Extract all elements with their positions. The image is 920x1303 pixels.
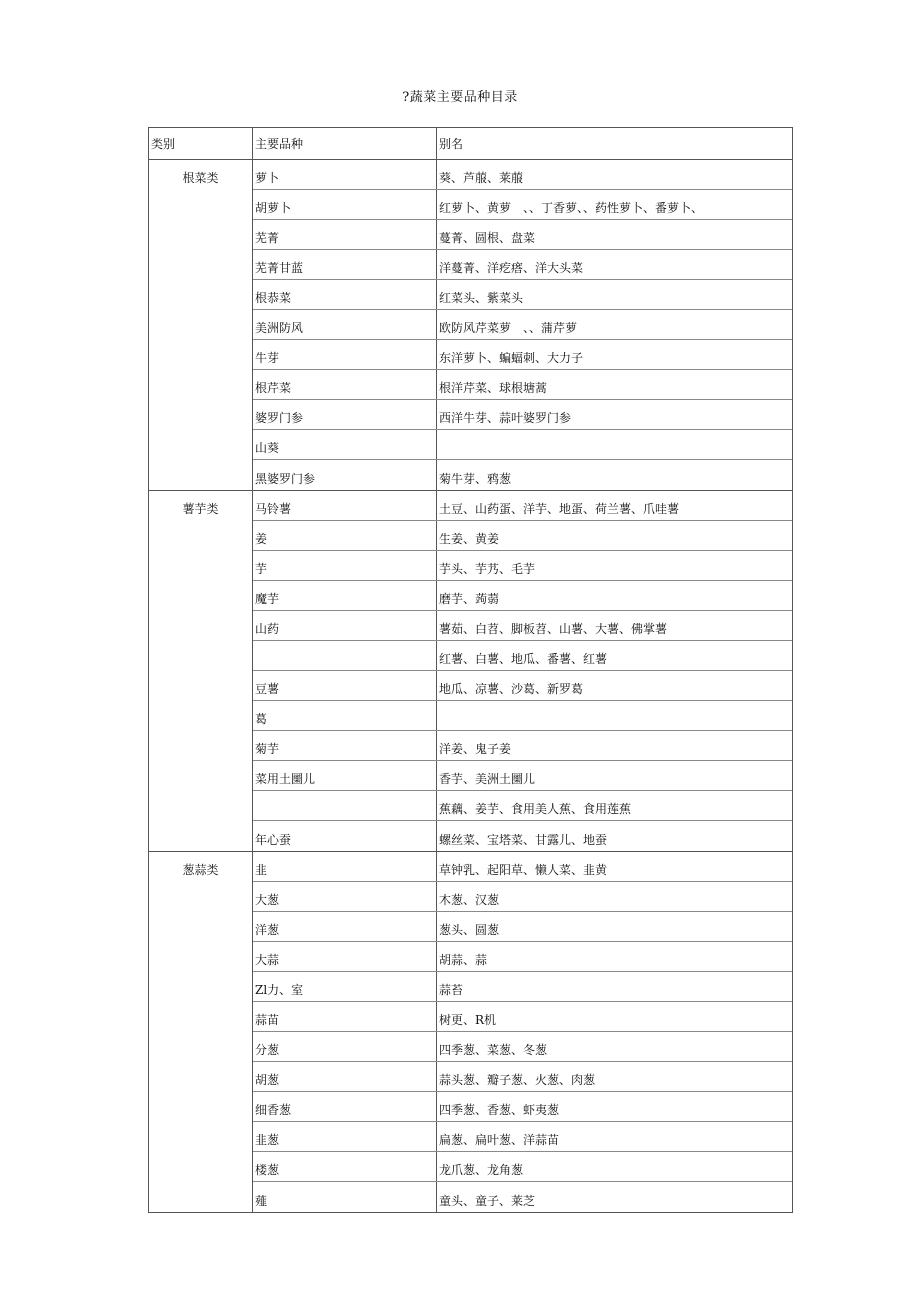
table-row: [253, 611, 792, 641]
table-row: [253, 400, 792, 430]
main-variety-cell: 菜用土圞儿: [253, 761, 437, 790]
table-row: [253, 220, 792, 250]
alias-cell: 葱头、圆葱: [439, 923, 500, 937]
alias-cell: 洋姜、鬼子姜: [439, 742, 512, 756]
table-row: [253, 1182, 792, 1212]
table-row: [253, 731, 792, 761]
main-variety-cell: 牛芽: [253, 340, 437, 369]
table-row: [253, 671, 792, 701]
alias-cell: [437, 430, 792, 459]
alias-cell: 欧防风芹菜萝 、、蒲芹萝: [439, 321, 578, 335]
alias-cell: 扁葱、扁叶葱、洋蒜苗: [439, 1133, 560, 1147]
alias-cell: 蕉藕、姜芋、食用美人蕉、食用莲蕉: [439, 802, 632, 816]
main-variety-cell: 年心蚕: [253, 821, 437, 851]
main-variety-cell: 豆薯: [253, 671, 437, 700]
alias-cell: 蒜苔: [439, 983, 464, 997]
header-category: 类别: [149, 128, 253, 159]
alias-cell: 土豆、山药蛋、洋芋、地蛋、荷兰薯、爪哇薯: [439, 502, 680, 516]
vegetable-catalog-table: [148, 127, 793, 1213]
main-variety-cell: 芜菁甘蓝: [253, 250, 437, 279]
category-rows: [253, 491, 792, 851]
main-variety-cell: 细香葱: [253, 1092, 437, 1121]
table-row: [253, 370, 792, 400]
alias-cell: 蔓菁、圆根、盘菜: [439, 231, 536, 245]
main-variety-cell: 山葵: [253, 430, 437, 459]
table-row: [253, 551, 792, 581]
table-row: [253, 340, 792, 370]
main-variety-cell: 洋葱: [253, 912, 437, 941]
alias-cell: 草钟乳、起阳草、懒人菜、韭黄: [439, 863, 608, 877]
table-row: [253, 1062, 792, 1092]
main-variety-cell: [253, 791, 437, 820]
main-variety-cell: 根芹菜: [253, 370, 437, 399]
main-variety-cell: 芜菁: [253, 220, 437, 249]
main-variety-cell: 美洲防风: [253, 310, 437, 339]
alias-cell: 四季葱、菜葱、冬葱: [439, 1043, 548, 1057]
main-variety-cell: 大葱: [253, 882, 437, 911]
table-row: [253, 821, 792, 851]
main-variety-cell: 芋: [253, 551, 437, 580]
table-row: [253, 701, 792, 731]
main-variety-cell: 黑婆罗门参: [253, 460, 437, 490]
category-label: 葱蒜类: [149, 852, 253, 1212]
header-main-variety: 主要品种: [253, 128, 437, 159]
category-group: [149, 852, 792, 1212]
main-variety-cell: 姜: [253, 521, 437, 550]
category-label: 根菜类: [149, 160, 253, 490]
main-variety-cell: 马铃薯: [253, 491, 437, 520]
alias-cell: 薯茹、白苕、脚板苕、山薯、大薯、佛掌薯: [439, 622, 668, 636]
alias-cell: 红薯、白薯、地瓜、番薯、红薯: [439, 652, 608, 666]
table-row: [253, 190, 792, 220]
main-variety-cell: 胡萝卜: [253, 190, 437, 219]
category-rows: [253, 852, 792, 1212]
table-row: [253, 491, 792, 521]
table-header-row: [149, 128, 792, 160]
main-variety-cell: 葛: [253, 701, 437, 730]
main-variety-cell: 魔芋: [253, 581, 437, 610]
main-variety-cell: 分葱: [253, 1032, 437, 1061]
main-variety-cell: 薤: [253, 1182, 437, 1212]
main-variety-cell: 韭: [253, 852, 437, 881]
table-row: [253, 160, 792, 190]
main-variety-cell: 胡葱: [253, 1062, 437, 1091]
table-row: [253, 641, 792, 671]
main-variety-cell: Zl力、室: [253, 972, 437, 1001]
main-variety-cell: 婆罗门参: [253, 400, 437, 429]
alias-cell: 西洋牛芽、蒜叶婆罗门参: [439, 411, 572, 425]
table-row: [253, 430, 792, 460]
table-row: [253, 1002, 792, 1032]
alias-cell: 红菜头、紫菜头: [439, 291, 524, 305]
table-body: [149, 160, 792, 1212]
main-variety-cell: 大蒜: [253, 942, 437, 971]
main-variety-cell: [253, 641, 437, 670]
alias-cell: 龙爪葱、龙角葱: [439, 1163, 524, 1177]
alias-cell: 四季葱、香葱、虾夷葱: [439, 1103, 560, 1117]
main-variety-cell: 蒜苗: [253, 1002, 437, 1031]
table-row: [253, 912, 792, 942]
page-title: ?蔬菜主要品种目录: [402, 90, 518, 105]
table-row: [253, 761, 792, 791]
alias-cell: 磨芋、蒟蒻: [439, 592, 500, 606]
table-row: [253, 1092, 792, 1122]
alias-cell: 洋蔓菁、洋疙瘩、洋大头菜: [439, 261, 584, 275]
category-group: [149, 160, 792, 491]
table-row: [253, 882, 792, 912]
alias-cell: 树更、R机: [439, 1013, 497, 1027]
table-row: [253, 942, 792, 972]
header-alias: 别名: [439, 137, 464, 151]
table-row: [253, 1122, 792, 1152]
table-row: [253, 280, 792, 310]
table-row: [253, 581, 792, 611]
alias-cell: [437, 701, 792, 730]
alias-cell: 东洋萝卜、蝙蝠刺、大力子: [439, 351, 584, 365]
main-variety-cell: 根恭菜: [253, 280, 437, 309]
table-row: [253, 250, 792, 280]
main-variety-cell: 山药: [253, 611, 437, 640]
alias-cell: 蒜头葱、瓣子葱、火葱、肉葱: [439, 1073, 596, 1087]
table-row: [253, 1152, 792, 1182]
table-row: [253, 310, 792, 340]
alias-cell: 芋头、芋艿、毛芋: [439, 562, 536, 576]
alias-cell: 红萝卜、黄萝 、、丁香萝、、药性萝卜、番萝卜、: [439, 201, 704, 215]
category-group: [149, 491, 792, 852]
alias-cell: 葵、芦菔、莱菔: [439, 171, 524, 185]
table-row: [253, 1032, 792, 1062]
category-label: 薯芋类: [149, 491, 253, 851]
category-rows: [253, 160, 792, 490]
table-row: [253, 972, 792, 1002]
main-variety-cell: 韭葱: [253, 1122, 437, 1151]
main-variety-cell: 萝卜: [253, 160, 437, 189]
alias-cell: 童头、童子、莱芝: [439, 1194, 536, 1208]
alias-cell: 胡蒜、蒜: [439, 953, 488, 967]
table-row: [253, 791, 792, 821]
alias-cell: 木葱、汉葱: [439, 893, 500, 907]
alias-cell: 根洋芹菜、球根塘蒿: [439, 381, 548, 395]
table-row: [253, 460, 792, 490]
alias-cell: 地瓜、凉薯、沙葛、新罗葛: [439, 682, 584, 696]
table-row: [253, 521, 792, 551]
main-variety-cell: 楼葱: [253, 1152, 437, 1181]
alias-cell: 螺丝菜、宝塔菜、甘露儿、地蚕: [439, 833, 608, 847]
alias-cell: 菊牛芽、鸦葱: [439, 472, 512, 486]
alias-cell: 生姜、黄姜: [439, 532, 500, 546]
main-variety-cell: 菊芋: [253, 731, 437, 760]
alias-cell: 香芋、美洲土圞儿: [439, 772, 536, 786]
table-row: [253, 852, 792, 882]
